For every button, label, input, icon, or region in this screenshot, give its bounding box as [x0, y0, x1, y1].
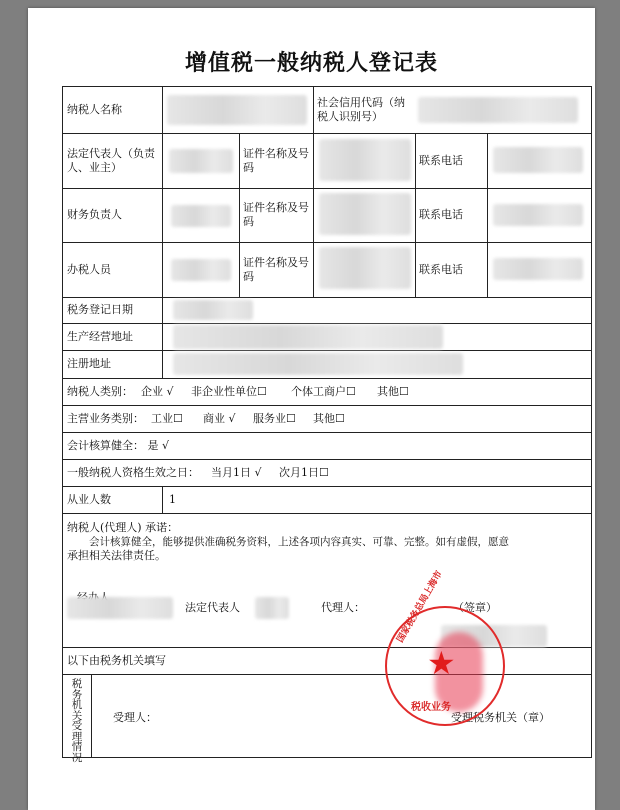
- taxpayer-type-option[interactable]: 企业 √: [141, 385, 174, 398]
- side-char: 情: [71, 741, 83, 753]
- row-divider: [63, 459, 591, 460]
- tax-office-intro: 以下由税务机关填写: [67, 653, 166, 667]
- redacted-phone: [493, 258, 583, 280]
- redacted-cert: [319, 247, 411, 289]
- col-divider: [91, 674, 92, 757]
- row-divider: [63, 513, 591, 514]
- star-icon: ★: [427, 644, 456, 682]
- effective-date-label: 一般纳税人资格生效之日：: [67, 466, 199, 479]
- row-divider: [63, 378, 591, 379]
- phone-label: 联系电话: [419, 153, 463, 167]
- redacted-taxpayer-name: [167, 95, 307, 125]
- main-business-option[interactable]: 工业☐: [151, 412, 183, 425]
- side-char: 机: [71, 699, 83, 711]
- redacted-tax-staff: [171, 259, 231, 281]
- redacted-handler: [67, 597, 173, 619]
- col-divider: [487, 133, 488, 297]
- accounting-status: 会计核算健全： 是 √: [67, 439, 170, 452]
- redacted-reg-address: [173, 353, 463, 375]
- seal-label: （签章）: [453, 601, 497, 614]
- registration-form-table: [62, 86, 592, 764]
- finance-label: 财务负责人: [67, 208, 122, 221]
- receiver-label: 受理人：: [113, 711, 157, 724]
- phone-label: 联系电话: [419, 262, 463, 276]
- side-char: 况: [71, 751, 83, 764]
- commitment-heading: 纳税人(代理人) 承诺：: [67, 521, 179, 534]
- employees-value: 1: [169, 492, 176, 506]
- main-business-label: 主营业务类别：: [67, 412, 144, 425]
- document-page: [28, 8, 595, 810]
- legal-rep-sign-label: 法定代表人: [185, 601, 240, 614]
- redacted-legal-rep: [169, 149, 233, 173]
- form-title: 增值税一般纳税人登记表: [184, 50, 438, 76]
- taxpayer-type-option[interactable]: 个体工商户☐: [291, 385, 356, 398]
- biz-address-label: 生产经营地址: [67, 329, 133, 343]
- main-business-option[interactable]: 其他☐: [313, 412, 345, 425]
- agent-label: 代理人：: [321, 601, 365, 614]
- redacted-biz-address: [173, 325, 443, 349]
- side-char: 理: [71, 730, 83, 743]
- redacted-finance: [171, 205, 231, 227]
- effective-date-option[interactable]: 次月1日☐: [279, 466, 329, 479]
- cert-label: 证件名称及号码: [243, 146, 309, 174]
- employees-label: 从业人数: [67, 492, 111, 506]
- side-char: 受: [71, 720, 83, 732]
- col-divider: [162, 87, 163, 378]
- row-divider: [63, 674, 591, 675]
- taxpayer-type-label: 纳税人类别：: [67, 385, 133, 398]
- effective-date-option[interactable]: 当月1日 √: [211, 466, 262, 479]
- row-divider: [63, 432, 591, 433]
- office-seal-label: 受理税务机关（章）: [451, 711, 550, 724]
- official-stamp: [385, 569, 505, 726]
- side-char: 务: [71, 688, 83, 701]
- taxpayer-name-label: 纳税人名称: [67, 103, 122, 116]
- redacted-legal-rep-sign: [255, 597, 289, 619]
- reg-address-label: 注册地址: [67, 357, 111, 370]
- commitment-line: 会计核算健全，能够提供准确税务资料，上述各项内容真实、可靠、完整。如有虚假，愿意: [89, 536, 509, 548]
- reg-date-label: 税务登记日期: [67, 303, 133, 316]
- redacted-credit-code: [418, 97, 578, 123]
- tax-office-side-label: [63, 679, 91, 763]
- phone-label: 联系电话: [419, 208, 463, 221]
- cert-label: 证件名称及号码: [243, 201, 309, 228]
- redacted-cert: [319, 139, 411, 181]
- col-divider: [162, 486, 163, 513]
- taxpayer-type-option[interactable]: 非企业性单位☐: [191, 385, 267, 398]
- stamp-bottom-text: 税收业务: [411, 702, 451, 713]
- main-business-option[interactable]: 商业 √: [203, 412, 236, 425]
- legal-rep-label: 法定代表人（负责人、业主）: [67, 146, 155, 174]
- credit-code-label: 社会信用代码（纳税人识别号）: [317, 96, 405, 123]
- col-divider: [313, 133, 314, 297]
- taxpayer-type-option[interactable]: 其他☐: [377, 385, 409, 398]
- commitment-line: 承担相关法律责任。: [67, 549, 166, 562]
- side-char: 关: [71, 709, 83, 722]
- stamp-top-text: 国家税务总局上海市: [395, 569, 445, 645]
- main-business-option[interactable]: 服务业☐: [253, 412, 296, 425]
- redacted-phone: [493, 204, 583, 226]
- redacted-cert: [319, 193, 411, 235]
- redacted-reg-date: [173, 300, 253, 320]
- cert-label: 证件名称及号码: [243, 255, 309, 283]
- tax-staff-label: 办税人员: [67, 262, 111, 276]
- side-char: 税: [71, 678, 83, 690]
- row-divider: [63, 405, 591, 406]
- redacted-phone: [493, 147, 583, 173]
